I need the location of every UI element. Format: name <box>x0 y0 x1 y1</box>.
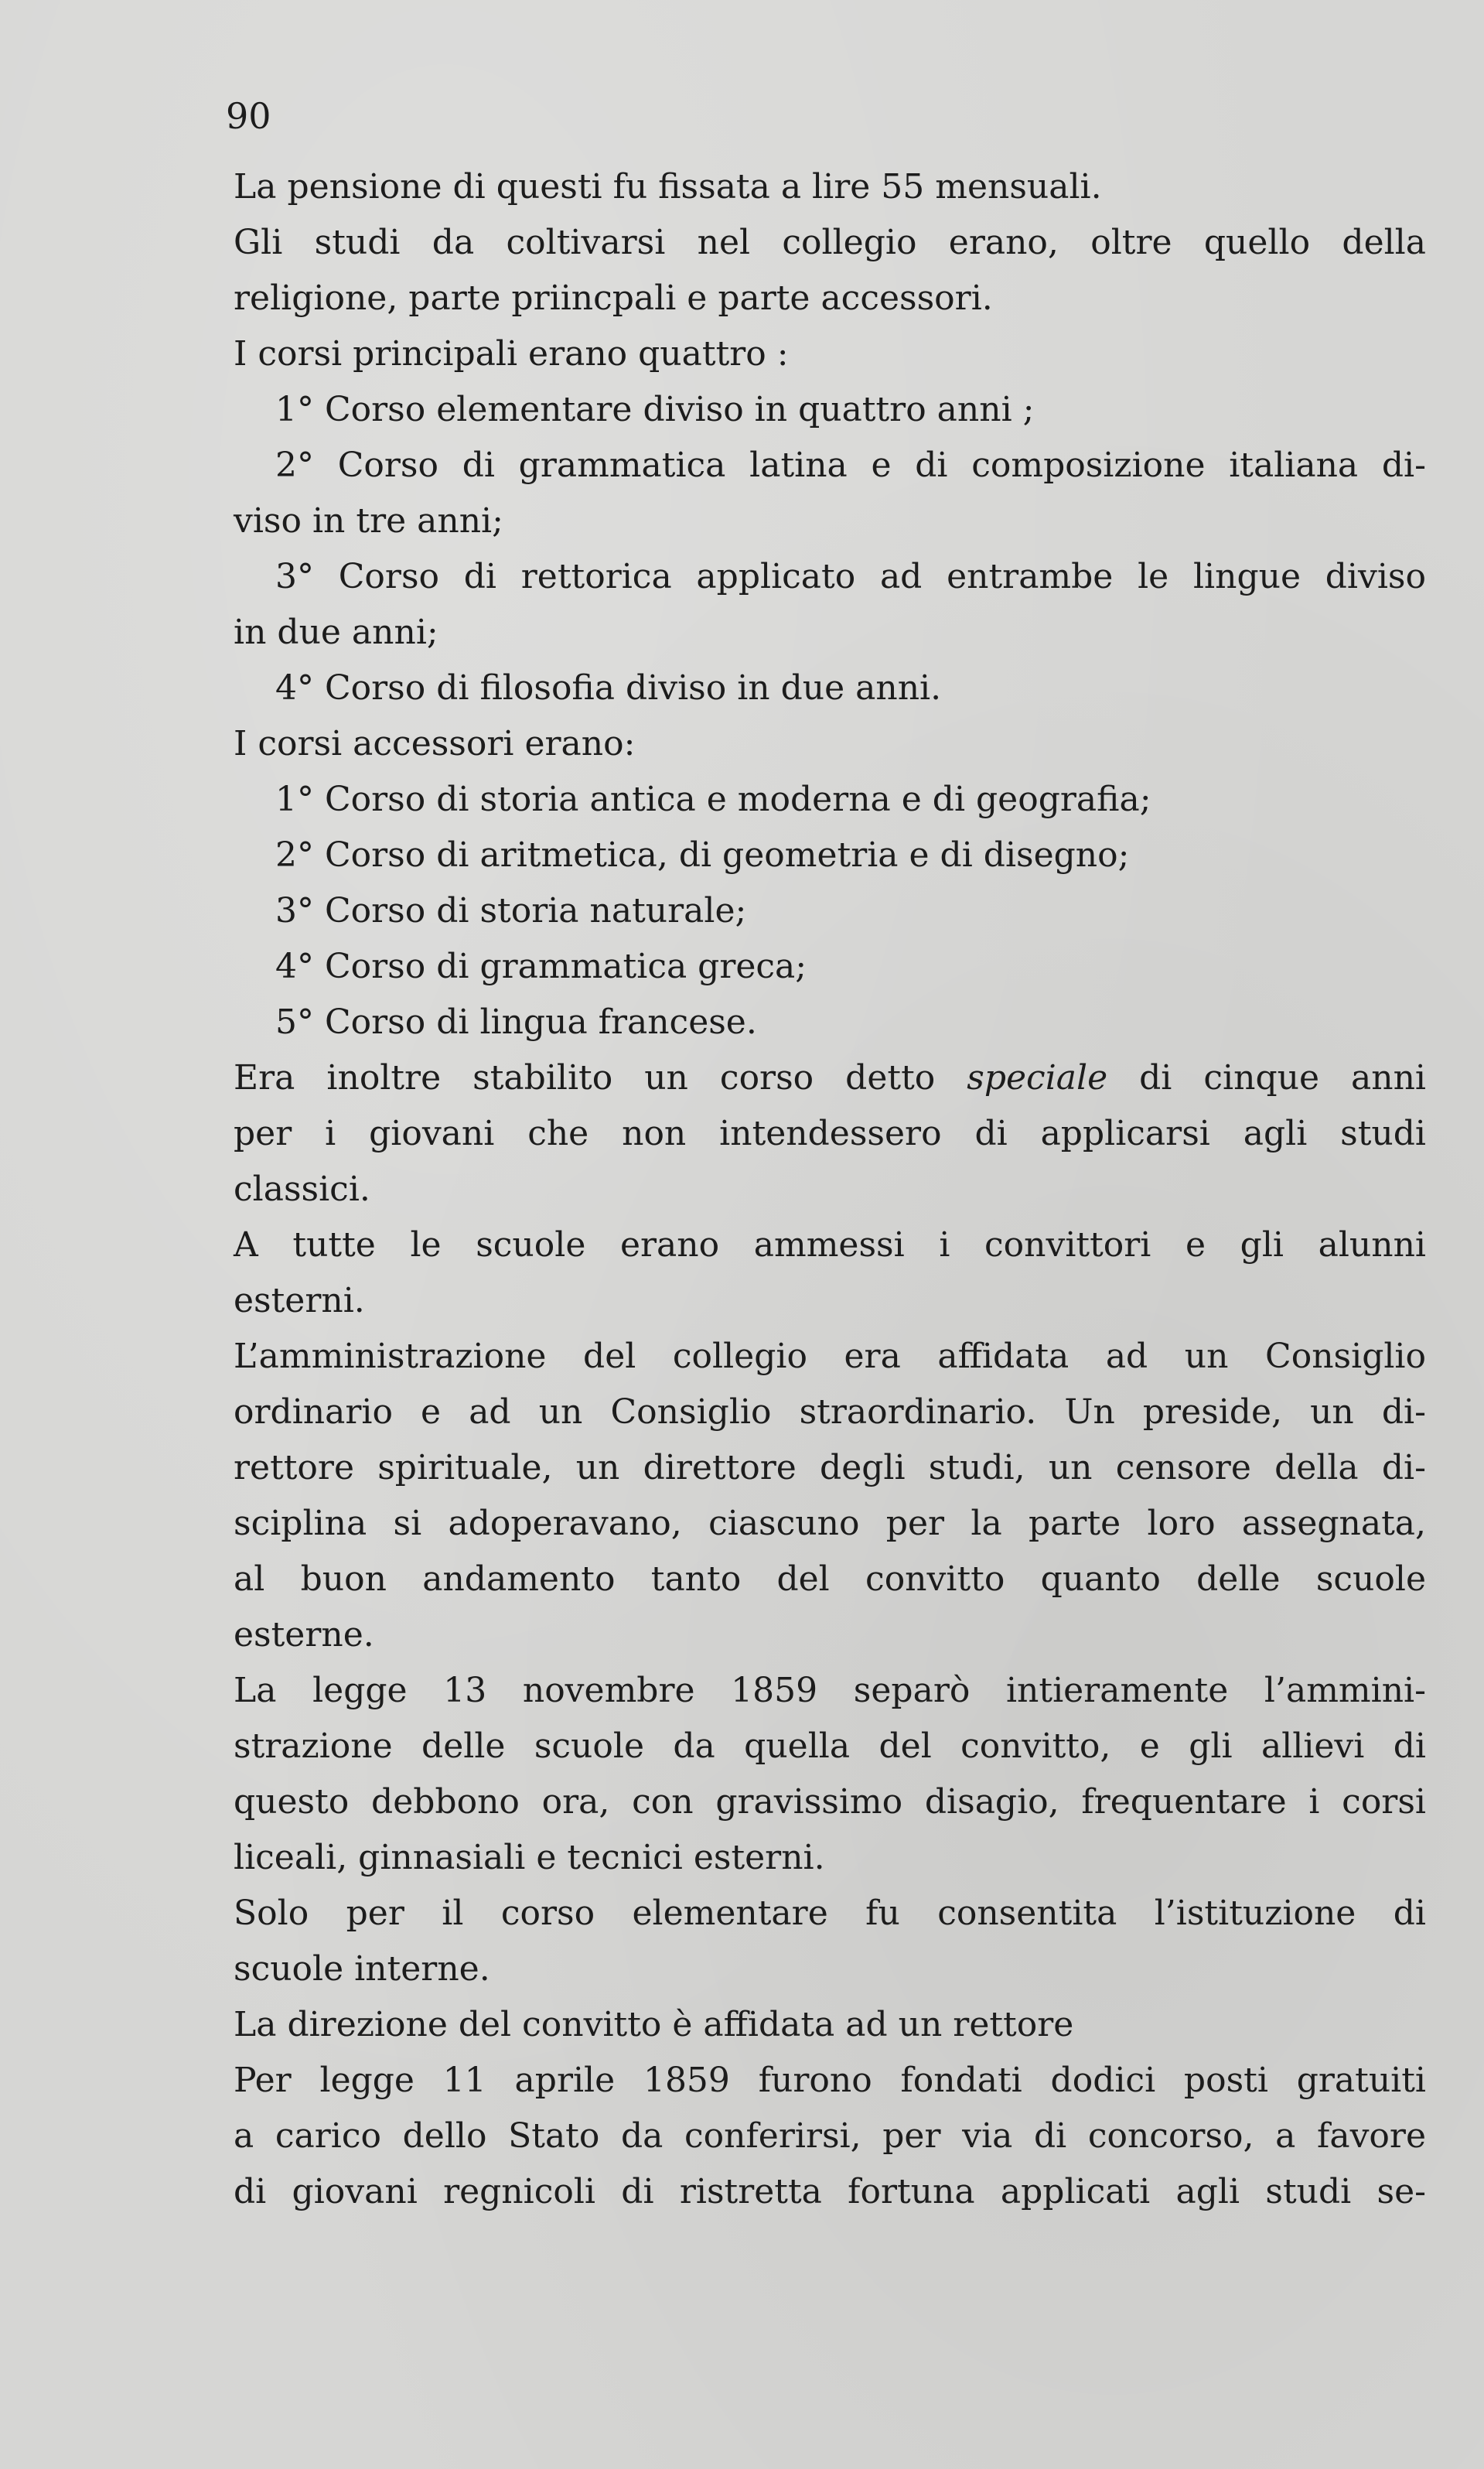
text-line: I corsi principali erano quattro : <box>234 334 789 374</box>
text-run: Era inoltre stabilito un corso detto <box>234 1058 967 1098</box>
text-line: scuole interne. <box>234 1949 490 1989</box>
text-line: viso in tre anni; <box>234 501 503 541</box>
text-line: classici. <box>234 1170 370 1209</box>
page-number: 90 <box>226 95 271 137</box>
text-line <box>234 1050 1426 1106</box>
text-line: Gli studi da coltivarsi nel collegio erano, oltre quello della <box>234 223 1426 262</box>
text-line: sciplina si adoperavano, ciascuno per la parte loro assegnata, <box>234 1504 1426 1543</box>
text-line: I corsi accessori erano: <box>234 724 636 763</box>
text-run: di cinque anni <box>1107 1058 1426 1098</box>
text-line: La direzione del convitto è affidata ad un rettore <box>234 2005 1074 2044</box>
text-line: esterni. <box>234 1281 365 1320</box>
text-line: strazione delle scuole da quella del convitto, e gli allievi di <box>234 1726 1426 1766</box>
text-line: Solo per il corso elementare fu consentita l’istituzione di <box>234 1894 1426 1933</box>
text-line: 2° Corso di grammatica latina e di composizione italiana di- <box>275 446 1426 485</box>
text-line: 4° Corso di filosofia diviso in due anni. <box>275 668 942 708</box>
text-line: La pensione di questi fu fissata a lire 55 mensuali. <box>234 167 1102 207</box>
text-line: a carico dello Stato da conferirsi, per via di concorso, a favore <box>234 2116 1426 2156</box>
text-line: 2° Corso di aritmetica, di geometria e di disegno; <box>275 835 1130 875</box>
text-line: in due anni; <box>234 613 438 652</box>
italic-term: speciale <box>967 1058 1108 1098</box>
text-line: 1° Corso di storia antica e moderna e di geografia; <box>275 780 1151 819</box>
text-line: 1° Corso elementare diviso in quattro anni ; <box>275 390 1035 429</box>
text-line: di giovani regnicoli di ristretta fortuna applicati agli studi se- <box>234 2172 1426 2211</box>
text-line: Per legge 11 aprile 1859 furono fondati dodici posti gratuiti <box>234 2061 1426 2100</box>
text-line: esterne. <box>234 1615 374 1655</box>
text-line: liceali, ginnasiali e tecnici esterni. <box>234 1838 825 1877</box>
text-line: rettore spirituale, un direttore degli studi, un censore della di- <box>234 1448 1426 1487</box>
text-line: al buon andamento tanto del convitto quanto delle scuole <box>234 1559 1426 1599</box>
text-line: religione, parte priincpali e parte accessori. <box>234 278 993 318</box>
text-line: 4° Corso di grammatica greca; <box>275 947 807 986</box>
text-line: A tutte le scuole erano ammessi i convittori e gli alunni <box>234 1225 1426 1265</box>
text-line: questo debbono ora, con gravissimo disagio, frequentare i corsi <box>234 1782 1426 1822</box>
text-line: per i giovani che non intendessero di applicarsi agli studi <box>234 1114 1426 1153</box>
text-line: ordinario e ad un Consiglio straordinario. Un preside, un di- <box>234 1392 1426 1432</box>
text-line: L’amministrazione del collegio era affidata ad un Consiglio <box>234 1337 1426 1376</box>
text-line: 5° Corso di lingua francese. <box>275 1002 757 1042</box>
text-line: 3° Corso di storia naturale; <box>275 891 747 931</box>
text-line: 3° Corso di rettorica applicato ad entrambe le lingue diviso <box>275 557 1426 596</box>
text-line: La legge 13 novembre 1859 separò intieramente l’ammini- <box>234 1671 1426 1710</box>
